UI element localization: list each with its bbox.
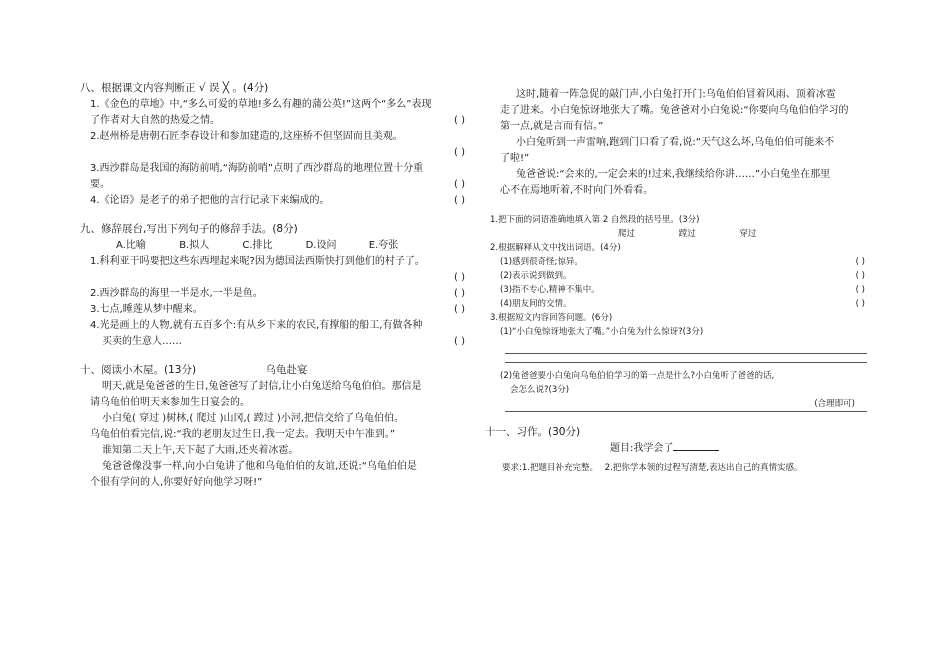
story-para-1: 明天,就是兔爸爸的生日,兔爸爸写了封信,让小白兔送给乌龟伯伯。那信是 [102,381,422,392]
s8-item-2-paren-line [80,145,475,161]
s8-item-1-cont [80,113,475,129]
left-column [80,80,475,491]
s9-item-3-text: 3.七点,睡莲从梦中醒来。 [90,304,203,315]
s9-item-4-cont [80,334,475,350]
q3-answer-line-1[interactable] [505,339,867,354]
s9-item-1-paren-line [80,270,475,286]
s11-topic-row [490,439,875,457]
q2-item-3 [490,283,875,297]
s11-topic: 题目:我学会了 [610,443,674,454]
s9-item-4-text: 4.光是画上的人物,就有五百多个:有从乡下来的农民,有撑船的船工,有做各种 [90,320,423,331]
s8-item-3-answer-paren[interactable]: ( ) [454,179,465,190]
topic-blank[interactable] [673,439,719,451]
s9-item-2-text: 2.西沙群岛的海里一半是水,一半是鱼。 [90,288,263,299]
s8-item-3 [80,161,475,177]
q1-words [490,227,875,241]
s9-options [80,238,475,254]
story-para-2-cont: 乌龟伯伯看完信,说:“我的老朋友过生日,我一定去。我明天中午准到。” [90,429,396,440]
option-e: E.夸张 [368,240,399,251]
section-9-title: 九、修辞展台,写出下列句子的修辞手法。(8分) [80,223,298,235]
section-11-title: 十一、习作。(30分) [485,426,581,438]
q2-text: 2.根据解释从文中找出词语。(4分) [490,243,621,253]
s9-item-1-text: 1.科利亚干吗要把这些东西埋起来呢?因为德国法西斯快打到他们的村子了。 [90,256,425,267]
q2-item-3-answer-paren[interactable]: ( ) [855,285,865,295]
s8-item-3-cont-text: 要。 [90,179,110,190]
s8-item-4 [80,193,475,209]
story-cont-4: 小白兔听到一声雷响,跑到门口看了看,说:“天气这么坏,乌龟伯伯可能来不 [516,137,835,148]
s8-item-2 [80,129,475,145]
q2-item-1 [490,255,875,269]
story-cont-1: 这时,随着一阵急促的敲门声,小白兔打开门:乌龟伯伯冒着风雨、顶着冰雹 [516,89,836,100]
story-para-3: 谁知第二天上午,天下起了大雨,还夹着冰雹。 [102,445,299,456]
story-para-2: 小白兔( 穿过 )树林,( 爬过 )山冈,( 蹚过 )小河,把信交给了乌龟伯伯。 [102,413,405,424]
story-cont-6: 兔爸爸说:“会来的,一定会来的!过来,我继续给你讲……”小白兔坐在那里 [516,169,831,180]
q2-item-3-text: (3)指不专心,精神不集中。 [500,285,600,295]
option-d: D.设问 [305,240,337,251]
q2-item-1-answer-paren[interactable]: ( ) [855,257,865,267]
story-cont-5: 了啦!” [500,153,530,164]
s8-item-3-cont [80,177,475,193]
option-c: C.排比 [242,240,273,251]
s9-item-1-answer-paren[interactable]: ( ) [454,272,465,283]
story-para-4-cont: 个很有学问的人,你要好好向他学习呀!” [90,477,263,488]
s9-item-2-answer-paren[interactable]: ( ) [454,288,465,299]
q3-text: 3.根据短文内容回答问题。(6分) [490,313,613,323]
s9-item-4-cont-text: 买卖的生意人…… [102,336,182,347]
s8-item-1-cont-text: 了作者对大自然的热爱之情。 [90,115,220,126]
s11-req-1: 1.把题目补充完整。 [521,463,598,473]
story-cont-2: 走了进来。小白兔惊讶地张大了嘴。兔爸爸对小白兔说:“你要向乌龟伯伯学习的 [500,105,849,116]
option-b: B.拟人 [179,240,210,251]
word-paguo: 爬过 [618,229,636,239]
section-10-title: 十、阅读小木屋。(13分) [80,364,197,376]
q2-item-4-answer-paren[interactable]: ( ) [855,299,865,309]
q3-answer-line-2[interactable] [505,354,867,363]
s9-item-4 [80,318,475,334]
q3-answer-line-3[interactable] [505,397,867,412]
section-10-title-row [80,362,475,379]
q3-sub-2-cont: 会怎么说?(3分) [510,385,570,395]
s11-req-2: 2.把你学本领的过程写清楚,表达出自己的真情实感。 [604,463,803,473]
option-a: A.比喻 [116,240,146,251]
right-column [485,87,875,475]
word-chuanguo: 穿过 [739,229,757,239]
s8-item-4-answer-paren[interactable]: ( ) [454,195,465,206]
s9-item-2 [80,286,475,302]
s9-item-3-answer-paren[interactable]: ( ) [454,304,465,315]
story-cont-7: 心不在焉地听着,不时向门外看看。 [500,185,654,196]
s8-item-1 [80,97,475,113]
q2-item-2-answer-paren[interactable]: ( ) [855,271,865,281]
s8-item-1-answer-paren[interactable]: ( ) [454,115,465,126]
story-para-4: 兔爸爸像没事一样,向小白兔讲了他和乌龟伯伯的友谊,还说:“乌龟伯伯是 [102,461,417,472]
story-title: 乌龟赴宴 [265,364,308,376]
q3-note: (合理即可) [814,399,855,409]
story-para-1-cont: 请乌龟伯伯明天来参加生日宴会的。 [90,397,250,408]
s11-requirements [490,461,875,475]
s8-item-3-text: 3.西沙群岛是我国的海防前哨,“海防前哨”点明了西沙群岛的地理位置十分重 [90,163,424,174]
s8-item-2-text: 2.赵州桥是唐朝石匠李春设计和参加建造的,这座桥不但坚固而且美观。 [90,131,403,142]
s11-req-label: 要求: [502,463,522,473]
s9-item-1 [80,254,475,270]
q2-item-2 [490,269,875,283]
story-cont-3: 第一点,就是言而有信。” [500,121,604,132]
word-tangguo: 蹚过 [678,229,696,239]
section-8-title: 八、根据课文内容判断正 √ 误 ╳ 。(4分) [80,82,269,94]
q2-item-2-text: (2)表示说到做到。 [500,271,572,281]
q2-item-4-text: (4)朋友间的交情。 [500,299,572,309]
s8-item-4-text: 4.《论语》是老子的弟子把他的言行记录下来编成的。 [90,195,330,206]
q3-sub-1: (1)“小白兔惊讶地张大了嘴。”小白兔为什么惊讶?(3分) [500,327,704,337]
q1-text: 1.把下面的词语准确地填入第 2 自然段的括号里。(3分) [490,215,700,225]
q3-sub-2: (2)兔爸爸要小白兔向乌龟伯伯学习的第一点是什么?小白兔听了爸爸的话, [500,371,775,381]
q2-item-1-text: (1)感到很奇怪;惊异。 [500,257,583,267]
s8-item-2-answer-paren[interactable]: ( ) [454,147,465,158]
s9-item-3 [80,302,475,318]
q2-item-4 [490,297,875,311]
s9-item-4-answer-paren[interactable]: ( ) [454,336,465,347]
s8-item-1-text: 1.《金色的草地》中,“多么可爱的草地!多么有趣的蒲公英!”这两个“多么”表现 [90,99,432,110]
